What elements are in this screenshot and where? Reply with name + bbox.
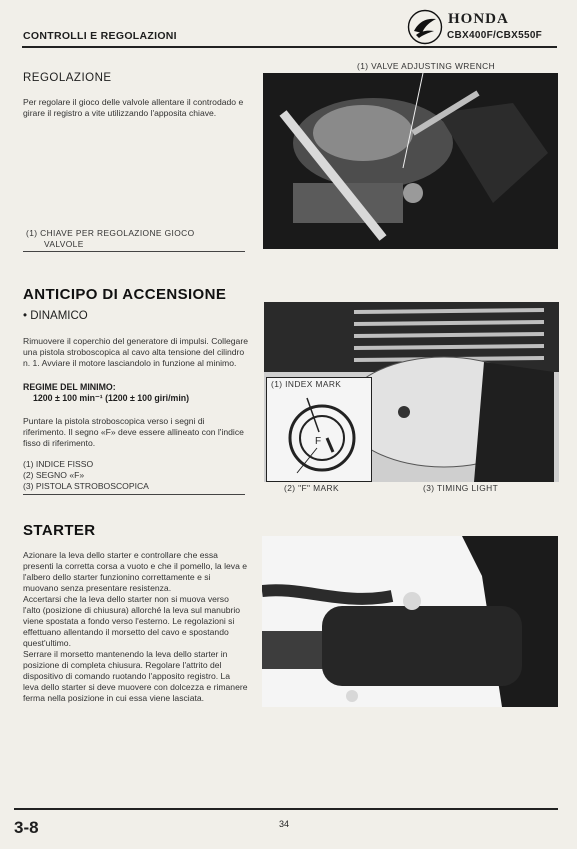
ignition-title: ANTICIPO DI ACCENSIONE bbox=[23, 286, 227, 303]
handlebar-illustration bbox=[262, 536, 558, 707]
valve-legend-line1: (1) CHIAVE PER REGOLAZIONE GIOCO bbox=[26, 228, 195, 238]
section-header-title: CONTROLLI E REGOLAZIONI bbox=[23, 30, 177, 42]
photo-label-index-mark: (1) INDEX MARK bbox=[271, 379, 342, 389]
ignition-body-text-1: Rimuovere il coperchio del generatore di impulsi. Collegare una pistola stroboscopica al cavo alta tensione del cilindro n. 1. Avviare il motore lasciandolo in funzione al minimo. bbox=[23, 336, 248, 368]
photo-label-f-mark: (2) "F" MARK bbox=[284, 483, 339, 493]
svg-text:F: F bbox=[315, 436, 322, 447]
ignition-body-text-2: Puntare la pistola stroboscopica verso i segni di riferimento. Il segno «F» deve essere allineato con l'indice fisso di riferimento. bbox=[23, 416, 244, 448]
valve-wrench-photo bbox=[263, 73, 558, 249]
idle-speed-label: REGIME DEL MINIMO: bbox=[23, 382, 116, 392]
model-names: CBX400F/CBX550F bbox=[447, 30, 543, 41]
section-page-number: 3-8 bbox=[14, 818, 39, 837]
ignition-subtitle: • DINAMICO bbox=[23, 310, 88, 322]
footer-rule bbox=[14, 808, 558, 810]
ignition-legend-rule bbox=[23, 494, 245, 495]
photo-label-valve-wrench: (1) VALVE ADJUSTING WRENCH bbox=[357, 61, 496, 71]
timing-window-icon bbox=[267, 378, 371, 481]
timing-mark-inset bbox=[266, 377, 372, 482]
starter-lever-photo bbox=[262, 536, 558, 707]
valve-wrench-illustration bbox=[263, 73, 558, 249]
valve-legend-line2: VALVOLE bbox=[44, 239, 84, 249]
ignition-legend-line1: (1) INDICE FISSO bbox=[23, 459, 94, 469]
valve-heading: REGOLAZIONE bbox=[23, 72, 112, 84]
starter-body-text: Azionare la leva dello starter e controllare che essa presenti la corretta corsa a vuoto e che il pomello, la leva e l'albero dello starter funzionino correttamente e si muovano senza presentare resistenza. Accertarsi che la leva dello starter non si muova verso l'alto (posizione di chiusura) allorché la leva sul manubrio viene spostata a fondo verso l'esterno. Le regolazioni si effettuano allentando il morsetto del cavo e spostando quest'ultimo. Serrare il morsetto mantenendo la leva dello starter in posizione di completa chiusura. Regolare l'attrito del dispositivo di comando ruotando l'apposito registro. La leva dello starter si deve muovere con dolcezza e rimanere ferma nella posizione in cui essa viene lasciata. bbox=[23, 550, 248, 703]
ignition-legend-line2: (2) SEGNO «F» bbox=[23, 470, 85, 480]
brand-name: HONDA bbox=[448, 11, 509, 27]
valve-body-text: Per regolare il gioco delle valvole allentare il controdado e girare il registro a vite utilizzando l'apposita chiave. bbox=[23, 97, 244, 118]
valve-legend-rule bbox=[23, 251, 245, 252]
honda-wing-logo-icon bbox=[407, 9, 443, 45]
ignition-timing-photo bbox=[264, 302, 559, 482]
idle-speed-value: 1200 ± 100 min⁻¹ (1200 ± 100 giri/min) bbox=[33, 393, 190, 403]
page-number: 34 bbox=[279, 819, 290, 829]
ignition-legend-line3: (3) PISTOLA STROBOSCOPICA bbox=[23, 481, 149, 491]
starter-title: STARTER bbox=[23, 522, 96, 539]
header-rule bbox=[22, 46, 557, 48]
photo-label-timing-light: (3) TIMING LIGHT bbox=[423, 483, 499, 493]
